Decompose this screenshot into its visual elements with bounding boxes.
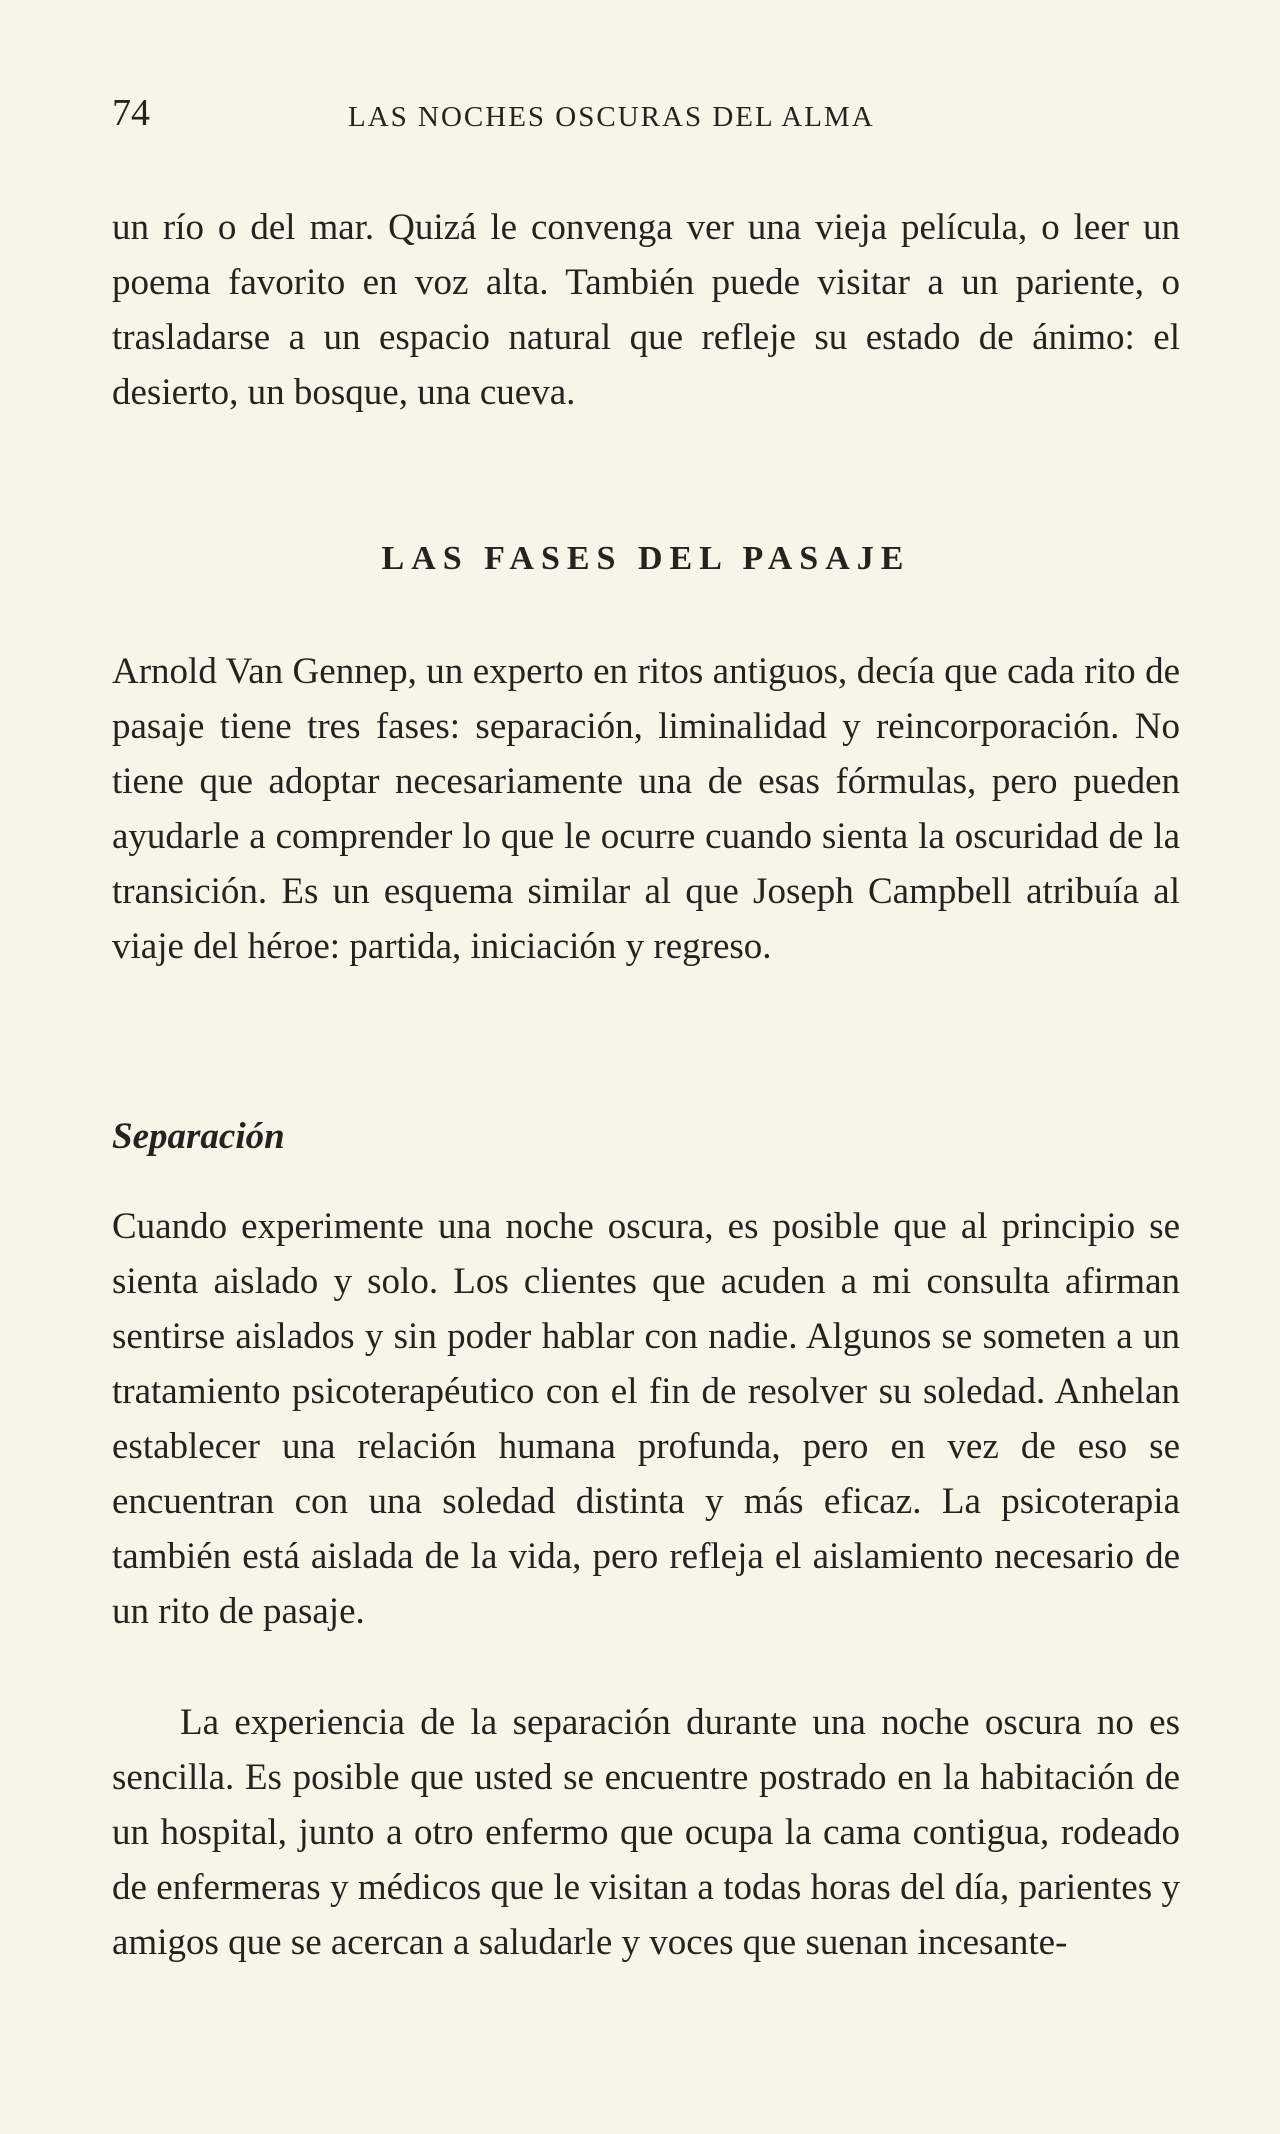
running-title: LAS NOCHES OSCURAS DEL ALMA xyxy=(348,101,875,133)
page-number: 74 xyxy=(112,92,150,134)
body-paragraph: un río o del mar. Quizá le convenga ver una vieja película, o leer un poema favorito en voz alta. También puede visitar a un pariente, o trasladarse a un espacio natural que refleje su estado de ánimo: el desierto, un bosque, una cueva. xyxy=(112,207,1180,413)
body-paragraph: La experiencia de la separación durante una noche oscura no es sencilla. Es posible que usted se encuentre postrado en la habitación de un hospital, junto a otro enfermo que ocupa la cama contigua, rodeado de enfermeras y médicos que le visitan a todas horas del día, parientes y amigos que se acercan a saludarle y voces que suenan incesante- xyxy=(112,1702,1180,1963)
running-head xyxy=(112,88,1180,138)
body-paragraph: Arnold Van Gennep, un experto en ritos antiguos, decía que cada rito de pasaje tiene tres fases: separación, liminalidad y reincorporación. No tiene que adoptar necesariamente una de esas fórmulas, pero pueden ayudarle a comprender lo que le ocurre cuando sienta la oscuridad de la transición. Es un esquema similar al que Joseph Campbell atribuía al viaje del héroe: partida, iniciación y regreso. xyxy=(112,651,1180,967)
subheading: Separación xyxy=(112,1116,285,1157)
body-paragraph: Cuando experimente una noche oscura, es posible que al principio se sienta aislado y solo. Los clientes que acuden a mi consulta afirman sentirse aislados y sin poder hablar con nadie. Algunos se someten a un tratamiento psicoterapéutico con el fin de resolver su soledad. Anhelan establecer una relación humana profunda, pero en vez de eso se encuentran con una soledad distinta y más eficaz. La psicoterapia también está aislada de la vida, pero refleja el aislamiento necesario de un rito de pasaje. xyxy=(112,1206,1180,1632)
section-heading: LAS FASES DEL PASAJE xyxy=(381,540,911,577)
